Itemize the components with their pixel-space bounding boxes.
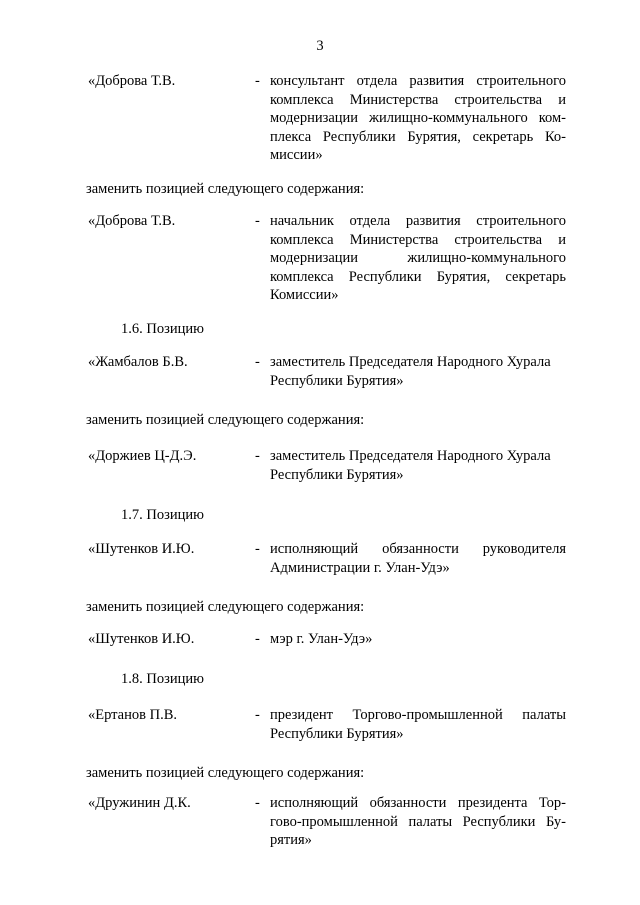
member-name: «Жамбалов Б.В. xyxy=(88,354,188,370)
entry-dash: - xyxy=(255,795,260,811)
position-line: заместитель Председателя Народного Хурала xyxy=(270,448,551,464)
member-name: «Шутенков И.Ю. xyxy=(88,541,195,557)
position-line: Республики Бурятия» xyxy=(270,725,404,742)
position-line: модернизации жилищно-коммунального ком- xyxy=(270,110,566,126)
position-line: заместитель Председателя Народного Хурала xyxy=(270,354,551,370)
member-position xyxy=(270,212,566,305)
position-line: Республики Бурятия» xyxy=(270,466,404,483)
position-line: президент Торгово-промышленной палаты xyxy=(270,707,566,723)
entry-dash: - xyxy=(255,73,260,89)
position-line: плекса Республики Бурятия, секретарь Ко- xyxy=(270,128,566,145)
entry-dash: - xyxy=(255,448,260,464)
position-line: консультант отдела развития строительного xyxy=(270,73,566,89)
position-line: исполняющий обязанности президента Тор- xyxy=(270,795,566,811)
position-line: гово-промышленной палаты Республики Бу- xyxy=(270,813,566,830)
member-name: «Доржиев Ц-Д.Э. xyxy=(88,448,197,464)
replace-instruction: заменить позицией следующего содержания: xyxy=(86,181,365,197)
position-line: рятия» xyxy=(270,832,312,848)
item-heading: 1.7. Позицию xyxy=(121,507,204,523)
member-name: «Шутенков И.Ю. xyxy=(88,631,195,647)
position-line: начальник отдела развития строительного xyxy=(270,213,566,229)
member-position xyxy=(270,540,566,577)
member-position xyxy=(270,630,566,649)
member-name: «Дружинин Д.К. xyxy=(88,795,191,811)
member-position xyxy=(270,353,566,390)
position-line: Республики Бурятия» xyxy=(270,372,404,389)
entry-dash: - xyxy=(255,213,260,229)
replace-instruction: заменить позицией следующего содержания: xyxy=(86,412,365,428)
position-line: исполняющий обязанности руководителя xyxy=(270,541,566,557)
member-position xyxy=(270,706,566,743)
replace-instruction: заменить позицией следующего содержания: xyxy=(86,765,365,781)
position-line: комплекса Министерства строительства и xyxy=(270,231,566,248)
member-position xyxy=(270,72,566,165)
entry-dash: - xyxy=(255,707,260,723)
position-line: миссии» xyxy=(270,147,323,163)
position-line: модернизации жилищно-коммунального xyxy=(270,250,566,266)
member-name: «Доброва Т.В. xyxy=(88,213,176,229)
entry-dash: - xyxy=(255,541,260,557)
member-name: «Доброва Т.В. xyxy=(88,73,176,89)
position-line: Комиссии» xyxy=(270,287,339,303)
position-line: Администрации г. Улан-Удэ» xyxy=(270,559,450,576)
replace-instruction: заменить позицией следующего содержания: xyxy=(86,599,365,615)
position-line: мэр г. Улан-Удэ» xyxy=(270,631,373,647)
entry-dash: - xyxy=(255,354,260,370)
page-number: 3 xyxy=(316,38,324,54)
position-line: комплекса Республики Бурятия, секретарь xyxy=(270,268,566,285)
entry-dash: - xyxy=(255,631,260,647)
item-heading: 1.8. Позицию xyxy=(121,671,204,687)
position-line: комплекса Министерства строительства и xyxy=(270,91,566,108)
item-heading: 1.6. Позицию xyxy=(121,321,204,337)
member-position xyxy=(270,447,566,484)
member-name: «Ертанов П.В. xyxy=(88,707,177,723)
member-position xyxy=(270,794,566,850)
